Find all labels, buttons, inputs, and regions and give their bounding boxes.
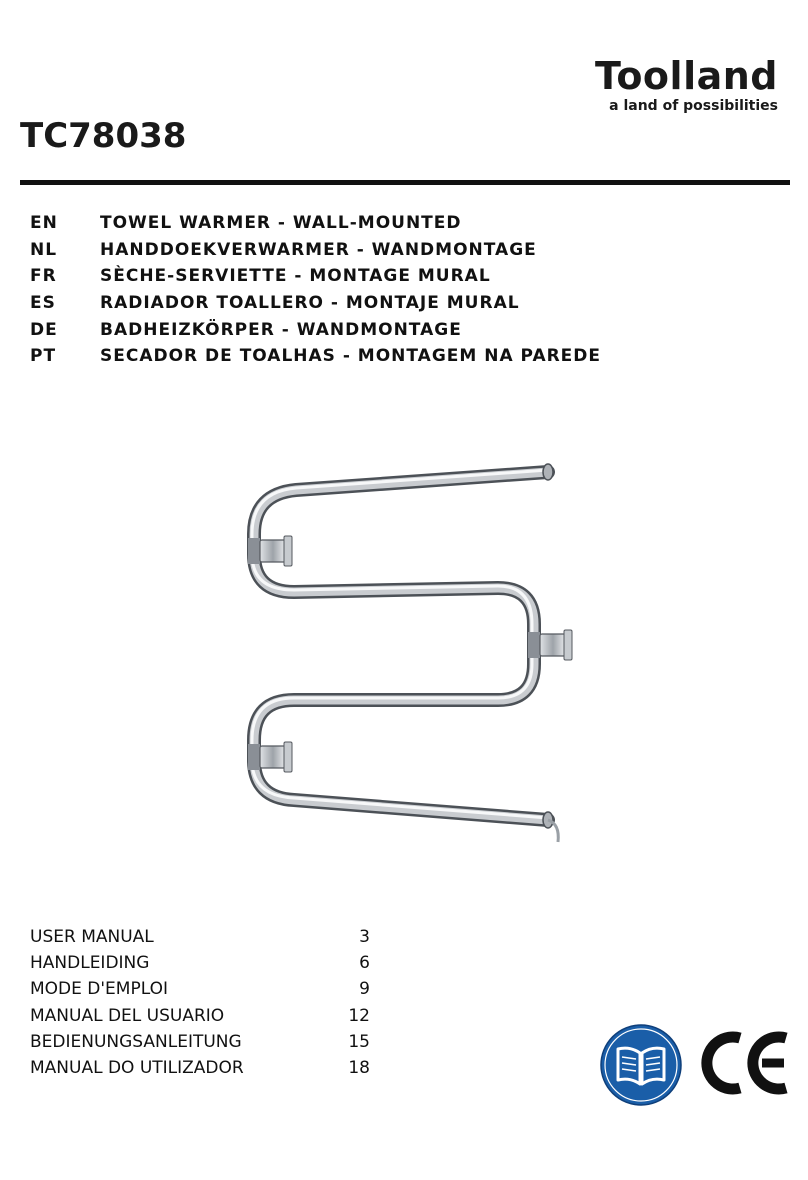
language-code: ES (30, 293, 56, 314)
ce-mark-icon (700, 1030, 792, 1096)
product-title: RADIADOR TOALLERO - MONTAJE MURAL (100, 293, 520, 314)
toc-label: USER MANUAL (30, 927, 154, 948)
toc-page: 15 (348, 1031, 370, 1052)
toc-label: HANDLEIDING (30, 953, 150, 974)
wall-bracket (528, 630, 572, 660)
toc-label: BEDIENUNGSANLEITUNG (30, 1031, 242, 1052)
language-code: DE (30, 319, 58, 340)
towel-warmer-tube (252, 470, 548, 820)
toc-label: MODE D'EMPLOI (30, 979, 168, 1000)
language-code: NL (30, 239, 58, 260)
towel-warmer-image (236, 454, 576, 854)
toc-item[interactable] (30, 1003, 370, 1029)
product-title: TOWEL WARMER - WALL-MOUNTED (100, 213, 462, 234)
title-row-es (30, 290, 601, 317)
toc-page: 6 (359, 953, 370, 974)
language-code: FR (30, 266, 57, 287)
brand-name: Toolland (594, 54, 778, 98)
product-title: SÈCHE-SERVIETTE - MONTAGE MURAL (100, 266, 491, 287)
tube-end-cap (543, 464, 553, 480)
toc-item[interactable] (30, 976, 370, 1002)
brand-tagline: a land of possibilities (609, 98, 778, 114)
wall-bracket (248, 742, 292, 772)
product-title: SECADOR DE TOALHAS - MONTAGEM NA PAREDE (100, 346, 602, 367)
title-row-en (30, 210, 601, 237)
toc-item[interactable] (30, 924, 370, 950)
product-title: HANDDOEKVERWARMER - WANDMONTAGE (100, 239, 537, 260)
toc-item[interactable] (30, 1055, 370, 1081)
title-row-pt (30, 343, 601, 370)
title-row-fr (30, 263, 601, 290)
brand-logo (595, 56, 778, 114)
table-of-contents (30, 924, 370, 1081)
toc-label: MANUAL DO UTILIZADOR (30, 1058, 244, 1079)
title-row-de (30, 316, 601, 343)
toc-item[interactable] (30, 1029, 370, 1055)
toc-page: 9 (359, 979, 370, 1000)
read-manual-icon (598, 1022, 684, 1108)
toc-label: MANUAL DEL USUARIO (30, 1005, 225, 1026)
language-code: PT (30, 346, 57, 367)
product-titles (30, 210, 601, 370)
toc-page: 3 (359, 927, 370, 948)
language-code: EN (30, 213, 58, 234)
title-row-nl (30, 237, 601, 264)
model-number: TC78038 (20, 116, 187, 156)
product-title: BADHEIZKÖRPER - WANDMONTAGE (100, 319, 462, 340)
toc-page: 18 (348, 1058, 370, 1079)
toc-page: 12 (348, 1005, 370, 1026)
toc-item[interactable] (30, 950, 370, 976)
wall-bracket (248, 536, 292, 566)
header-divider (20, 180, 790, 185)
